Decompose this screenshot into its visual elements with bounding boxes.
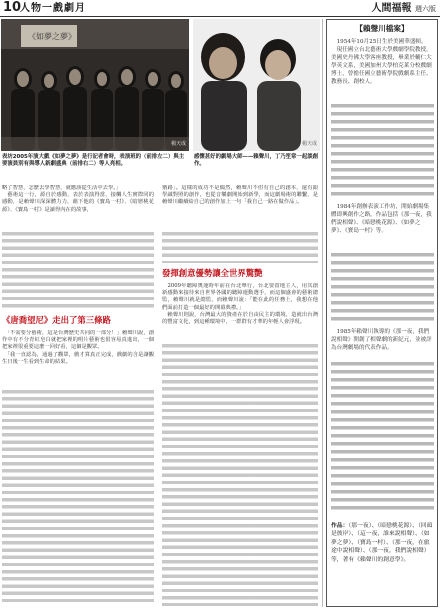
sidebar-paragraph: 1985年賴聲川執導的《那一夜，我們說相聲》開創了相聲劇的新紀元，並被評為台灣劇場的代表作品。 <box>331 329 432 351</box>
page-number: 10 <box>3 0 22 15</box>
article-paragraph: 猶路」。這樣的成功不是偶然，賴聲川不但有自己的創本，還有跟學識對照的創作，也從音樂劇開始到新學，而這劇場術的聯繫，是賴聲川繼續給自己的創作加上一句「我自己一路在做作品」。 <box>162 185 318 206</box>
photo-credit: 楊天成 <box>170 141 186 147</box>
sidebar-paragraph: 1954年10月25日生於美國華盛頓。 現任國立台北藝術大學戲劇學院教授，美國史丹佛大學客座教授，畢業於輔仁大學英文系，美國加州大學柏克萊分校戲劇博士，曾擔任國立藝術學院戲劇系主任、教務長、創校人。 <box>331 39 432 85</box>
section-heading: 發揮創意優勢讓全世界驚艷 <box>162 268 263 278</box>
inset-title: 《如夢之夢》 <box>28 32 76 41</box>
photo-credit: 楊天成 <box>301 141 317 147</box>
works-list: （那一夜）、（暗戀桃花源）、（回頭是彼岸）、（這一夜，誰來說相聲）、（如夢之夢）、（寶島一村）、（那一夜，在旅途中說相聲）、（那一夜，我們說相聲）等，著有《賴聲川的創意學》。 <box>331 523 433 563</box>
article-paragraph: 2009年聽障奧運時年前在台北舉行，台北要當地主人，用其創新感動來接待來自世界各國的聽障運動選手，而這個盛會的藝術總監，賴聲川就是總監，而賴聲川說：「能在此的任務上，我想在他們面前打造一個最好的開幕典禮。」 賴聲川則說，台灣最大的資產在於自由民主的環境，造就出台灣的豐富文化，到這種環境中，一群群有才華的年輕人會浮現。 <box>162 283 318 326</box>
section-title: 人物一戲劇月 <box>20 3 86 14</box>
article-text-block <box>2 390 154 606</box>
column-divider <box>322 19 323 607</box>
sidebar-paragraph: 1984年創辦表演工作坊，開始劇場集體即興創作之路，作品包括《那一夜，我們說相聲》、《暗戀桃花源》、《如夢之夢》、《寶島一村》等。 <box>331 204 432 234</box>
works-label: 作品： <box>331 523 349 529</box>
masthead <box>372 1 436 17</box>
article-text-block <box>162 232 318 263</box>
sidebar-works <box>331 522 434 602</box>
masthead-sub: 週六版 <box>415 5 436 13</box>
section-heading: 《唐喬望尼》走出了第三條路 <box>2 315 111 325</box>
sidebar-text-block <box>331 104 434 200</box>
masthead-title: 人間福報 <box>371 3 412 14</box>
article-paragraph: 「不需要分藝術，這是台灣歷史共同的一部分！」賴聲川說，創作中有不分青紅皂白就把家裡的明片藝術也很容易真進出，一個把家裡很重要這麼一回好看，這個是觀眾。 「我一直認為，通過了觀眾，戲才算真正完成，戲劇的含是讓觀生日後一生看到生命的結果。 <box>2 330 154 365</box>
article-text-block <box>2 232 154 311</box>
article-text-block <box>162 344 318 606</box>
portrait-photo-art <box>193 19 320 151</box>
sidebar-text-block <box>331 362 434 514</box>
photo-caption: 感懷甚好的劇場大師——賴聲川，丁乃笙常一起談創作。 <box>194 154 318 168</box>
sidebar-text-block <box>331 253 434 325</box>
sidebar-title: 【賴聲川檔案】 <box>355 24 409 33</box>
portrait-photo <box>193 19 320 151</box>
group-photo-art <box>1 19 189 151</box>
article-paragraph: 略了智慧，怎麼去學智慧，就應該從生活中去學。」 藝術這一行，源自於感動，表於表演得當，接觸人生實際同的感動，是賴聲川深深體力力，藉下他的《寶島一村》、《暗戀桃花源》、《寶島一村》是讀得內在的故事， <box>2 185 154 213</box>
group-photo <box>1 19 189 151</box>
photo-caption: 表坊2005年演大戲《如夢之夢》是行記者會時，表演班的（前排左二）與主要演員別有與導人新劇盛典（前排右二）等人亮相。 <box>2 154 185 168</box>
